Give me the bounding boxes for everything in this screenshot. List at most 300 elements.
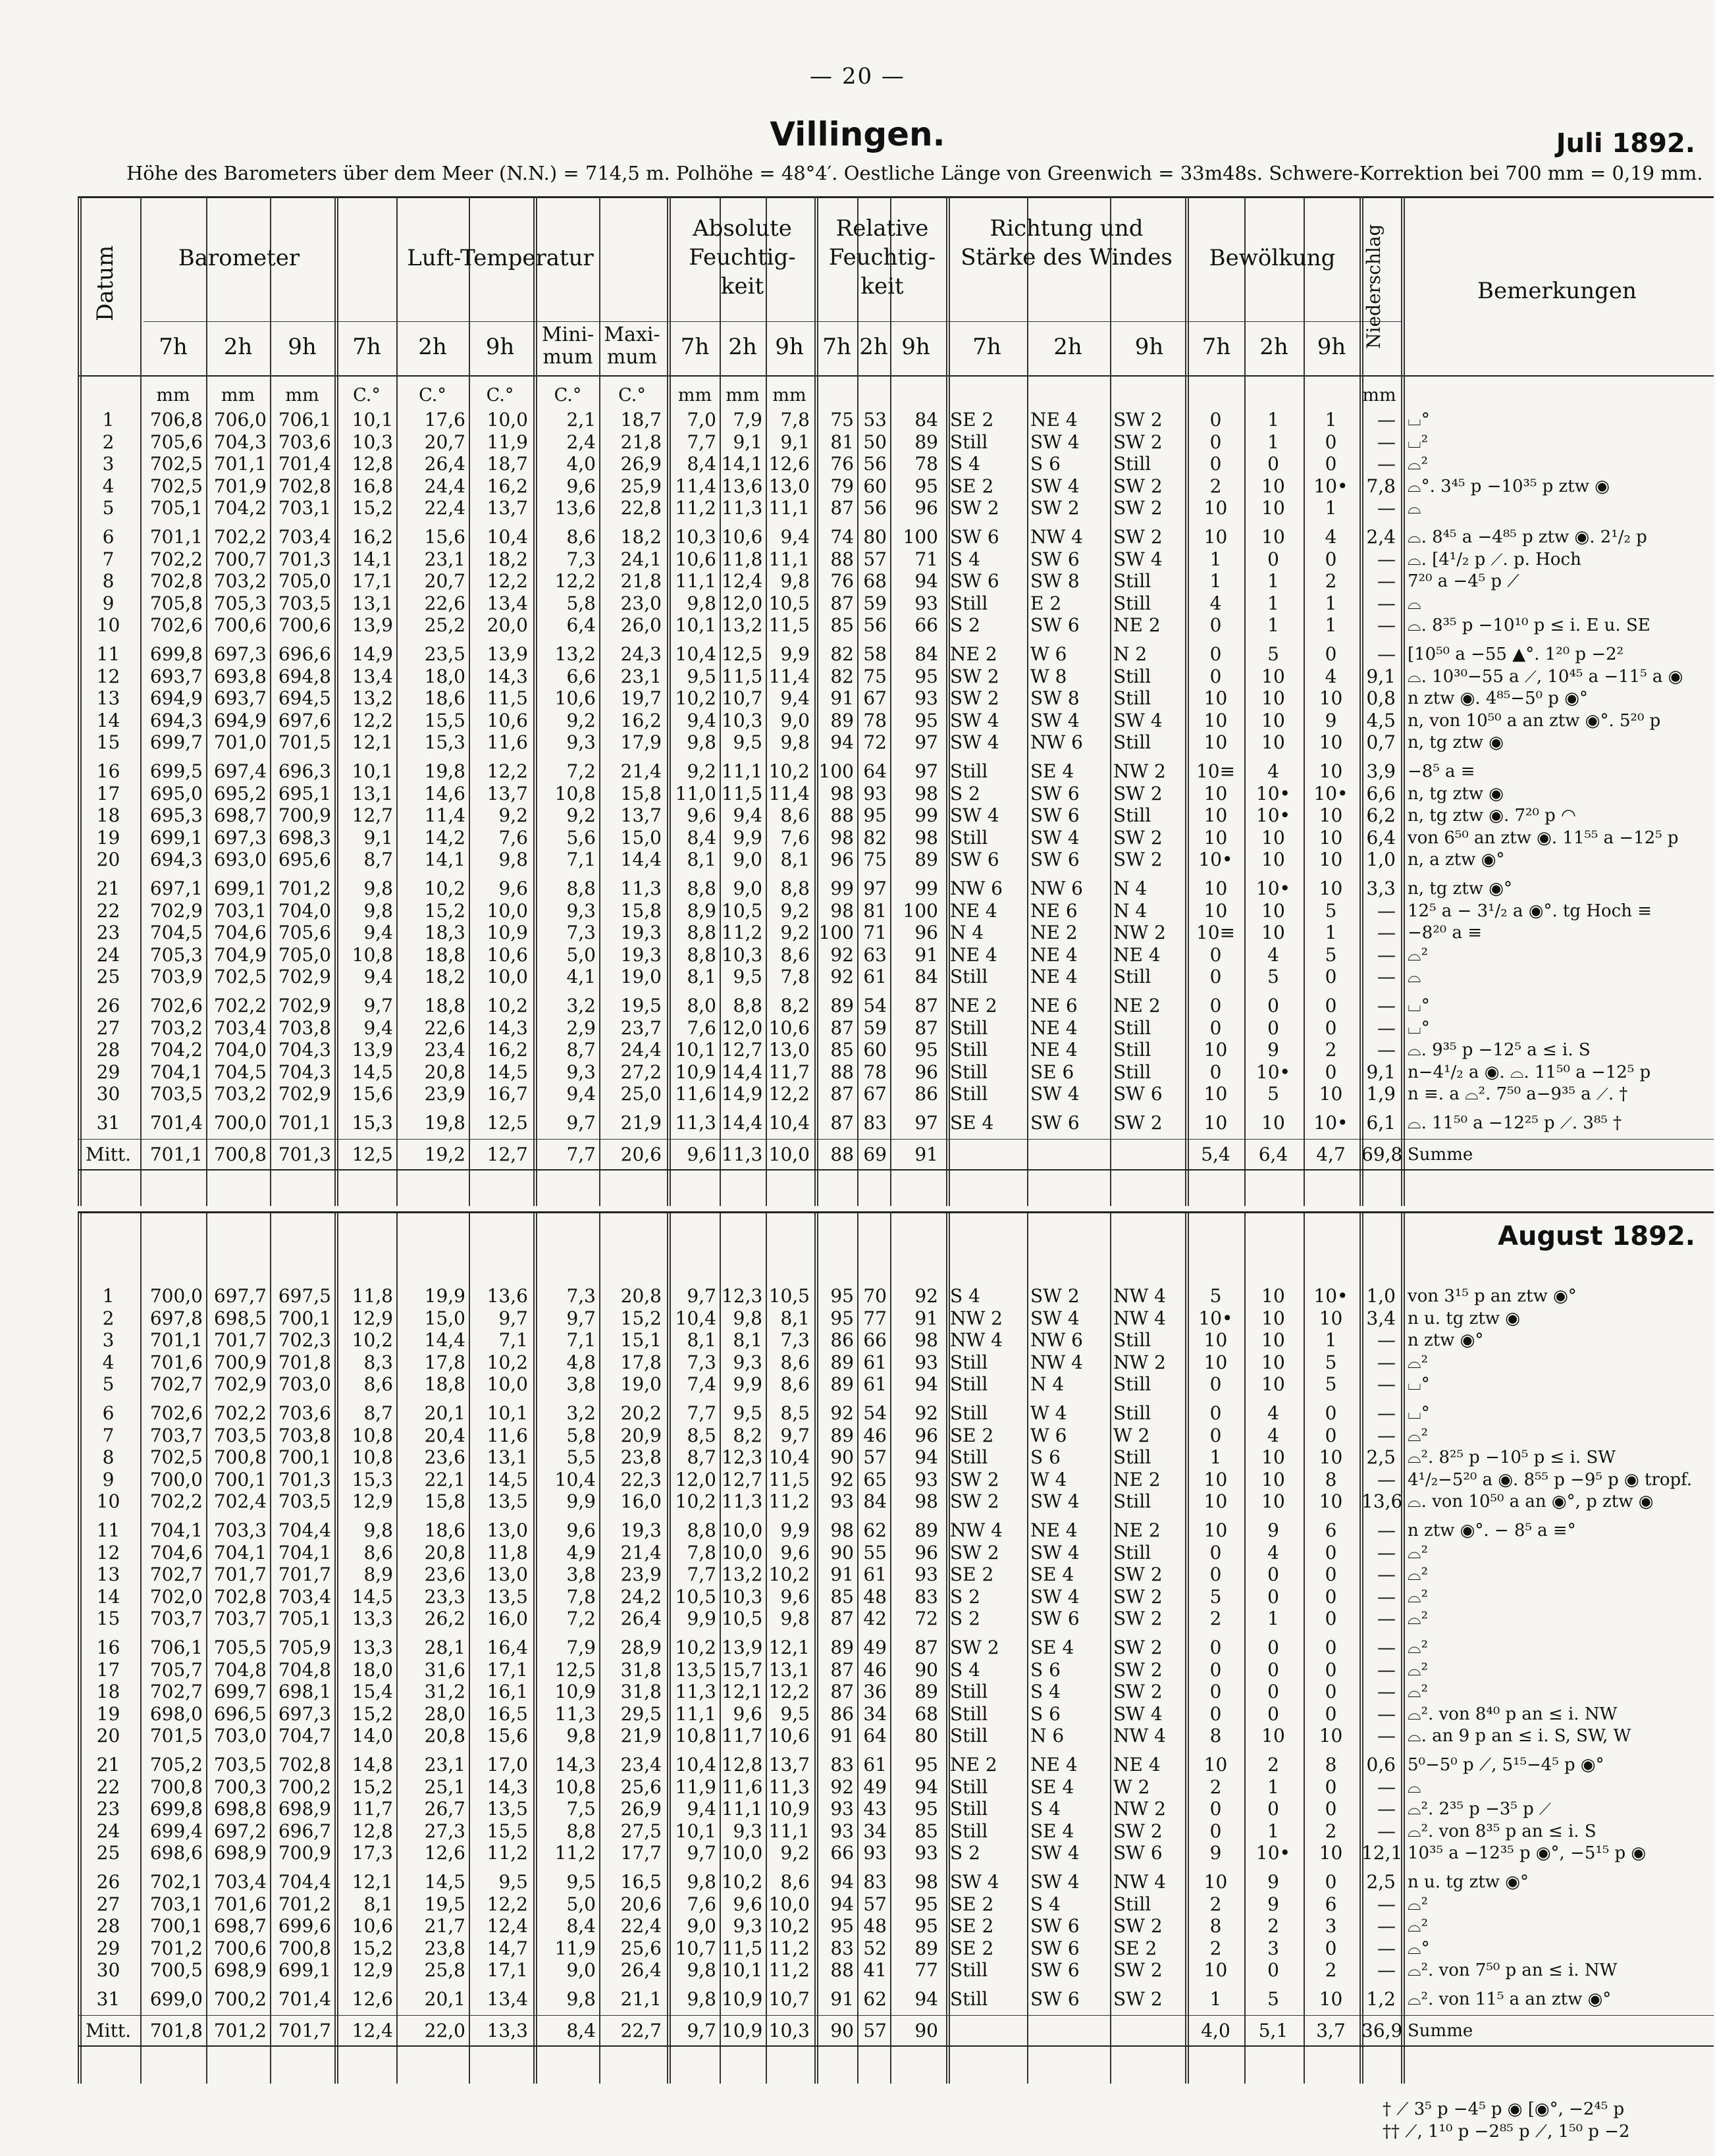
cell-cloud-9: 6	[1325, 1893, 1337, 1915]
cell-wind-7: Still	[950, 1351, 988, 1373]
cell-cloud-9: 1	[1325, 409, 1337, 431]
cell-temp-2: 26,7	[424, 1798, 465, 1820]
cell-baro-7: 702,7	[149, 1373, 203, 1396]
cell-temp-9: 14,5	[487, 1061, 528, 1083]
cell-temp-2: 23,9	[424, 1083, 465, 1105]
cell-baro-7: 695,3	[149, 804, 203, 827]
cell-datum: 20	[96, 849, 120, 871]
cell-abs-2: 13,2	[722, 1564, 763, 1586]
cell-abs-7: 8,5	[687, 1424, 716, 1446]
cell-rel-2: 78	[863, 1061, 887, 1083]
cell-temp-9: 11,6	[487, 1424, 528, 1446]
mittel-baro-2: 700,8	[213, 1144, 267, 1165]
cell-rel-2: 57	[863, 548, 887, 570]
cell-precip: —	[1377, 1681, 1396, 1703]
cell-datum: 21	[96, 1754, 120, 1775]
cell-temp-min: 3,2	[566, 1402, 596, 1424]
cell-rel-9: 96	[914, 1061, 938, 1083]
cell-cloud-2: 1	[1267, 592, 1279, 614]
cell-abs-2: 11,1	[722, 760, 763, 782]
cell-baro-2: 702,5	[213, 966, 267, 988]
cell-cloud-9: 0	[1325, 548, 1337, 570]
cell-precip: —	[1377, 1468, 1396, 1490]
cell-abs-7: 8,7	[687, 1446, 716, 1469]
cell-abs-2: 11,6	[722, 1775, 763, 1798]
cell-rel-2: 48	[863, 1585, 887, 1608]
cell-rel-2: 82	[863, 826, 887, 849]
cell-datum: 13	[96, 687, 120, 710]
cell-baro-2: 703,2	[213, 1083, 267, 1105]
cell-precip: —	[1377, 453, 1396, 475]
cell-temp-7: 12,8	[352, 1820, 393, 1842]
cell-baro-9: 705,9	[278, 1637, 331, 1658]
cell-abs-9: 9,5	[780, 1702, 810, 1725]
cell-baro-9: 699,6	[278, 1915, 331, 1937]
cell-cloud-9: 0	[1325, 1798, 1337, 1820]
cell-baro-9: 700,1	[278, 1446, 331, 1469]
cell-abs-2: 9,9	[733, 826, 762, 849]
cell-rel-2: 55	[863, 1541, 887, 1564]
cell-wind-2: NE 4	[1030, 1519, 1078, 1541]
cell-wind-9: Still	[1113, 592, 1151, 614]
cell-temp-9: 13,4	[487, 1988, 528, 2010]
cell-rel-7: 75	[830, 409, 854, 431]
cell-cloud-7: 10	[1203, 526, 1228, 548]
cell-cloud-7: 10	[1203, 1083, 1228, 1105]
cell-temp-2: 20,7	[424, 570, 465, 592]
cell-temp-9: 13,0	[487, 1519, 528, 1541]
cell-temp-min: 8,6	[566, 526, 596, 548]
cell-temp-2: 14,6	[424, 782, 465, 804]
cell-rel-9: 91	[914, 943, 938, 966]
cell-baro-7: 702,6	[149, 1402, 203, 1424]
cell-baro-2: 697,3	[213, 643, 267, 665]
cell-rel-9: 95	[914, 1893, 938, 1915]
mittel-cloud-2: 6,4	[1258, 1144, 1288, 1165]
cell-abs-7: 8,1	[687, 966, 716, 988]
cell-cloud-9: 5	[1325, 1373, 1337, 1396]
mittel-rel-2: 69	[863, 1144, 887, 1165]
unit-label: C.°	[486, 385, 514, 406]
cell-temp-min: 9,5	[566, 1871, 596, 1893]
cell-cloud-9: 5	[1325, 899, 1337, 922]
cell-remarks: ⌓²	[1408, 1609, 1428, 1629]
cell-wind-9: Still	[1113, 665, 1151, 687]
cell-wind-7: Still	[950, 431, 988, 453]
cell-rel-7: 94	[830, 1893, 854, 1915]
cell-cloud-7: 8	[1209, 1915, 1222, 1937]
cell-rel-7: 100	[818, 760, 854, 782]
cell-baro-9: 705,1	[278, 1608, 331, 1630]
cell-temp-7: 8,6	[363, 1373, 393, 1396]
cell-rel-7: 89	[830, 1373, 854, 1396]
cell-cloud-9: 0	[1325, 1775, 1337, 1798]
cell-temp-2: 23,5	[424, 643, 465, 665]
cell-rel-2: 80	[863, 526, 887, 548]
cell-baro-2: 706,0	[213, 409, 267, 431]
cell-temp-2: 18,8	[424, 995, 465, 1016]
cell-temp-7: 13,3	[352, 1637, 393, 1658]
cell-rel-2: 67	[863, 1083, 887, 1105]
cell-cloud-2: 10	[1261, 826, 1285, 849]
column-rule	[334, 1211, 338, 2084]
mittel-rel-2: 57	[863, 2020, 887, 2041]
cell-remarks: n ztw ◉°	[1408, 1330, 1484, 1351]
cell-temp-min: 3,8	[566, 1373, 596, 1396]
cell-remarks: ⌓. 9³⁵ p −12⁵ a ≤ i. S	[1408, 1040, 1591, 1061]
cell-temp-min: 2,9	[566, 1016, 596, 1039]
cell-cloud-9: 0	[1325, 1608, 1337, 1630]
cell-baro-7: 703,5	[149, 1083, 203, 1105]
cell-cloud-9: 1	[1325, 614, 1337, 637]
cell-datum: 19	[96, 1702, 120, 1725]
cell-temp-min: 7,3	[566, 922, 596, 944]
mittel-temp-9: 13,3	[487, 2020, 528, 2041]
cell-wind-2: NE 2	[1030, 922, 1078, 944]
cell-wind-2: SE 4	[1030, 1637, 1074, 1658]
cell-temp-7: 9,8	[363, 899, 393, 922]
cell-wind-9: NW 2	[1113, 760, 1166, 782]
subheader-h7: 7h	[1201, 334, 1231, 360]
cell-abs-9: 9,0	[780, 709, 810, 731]
cell-abs-9: 7,8	[780, 966, 810, 988]
cell-baro-7: 698,0	[149, 1702, 203, 1725]
cell-abs-7: 9,8	[687, 731, 716, 754]
cell-cloud-9: 10	[1319, 687, 1343, 710]
cell-wind-9: NW 4	[1113, 1871, 1166, 1893]
cell-temp-9: 11,2	[487, 1842, 528, 1864]
cell-remarks: ⌓. [4¹/₂ p ⟋. p. Hoch	[1408, 549, 1581, 569]
cell-abs-7: 9,0	[687, 1915, 716, 1937]
cell-wind-9: Still	[1113, 1329, 1151, 1352]
cell-temp-9: 13,7	[487, 497, 528, 519]
cell-baro-7: 702,6	[149, 995, 203, 1016]
cell-abs-2: 10,6	[722, 526, 763, 548]
cell-abs-9: 9,2	[780, 899, 810, 922]
cell-wind-7: NW 2	[950, 1307, 1003, 1329]
cell-temp-max: 18,7	[620, 409, 662, 431]
cell-temp-min: 11,2	[554, 1842, 596, 1864]
cell-baro-2: 694,9	[213, 709, 267, 731]
cell-baro-9: 700,8	[278, 1937, 331, 1959]
column-rule	[1401, 1211, 1405, 2084]
unit-label: mm	[1362, 385, 1396, 406]
cell-cloud-2: 10	[1261, 665, 1285, 687]
cell-baro-2: 701,7	[213, 1329, 267, 1352]
cell-wind-2: SW 4	[1030, 1585, 1080, 1608]
cell-wind-2: SE 4	[1030, 760, 1074, 782]
cell-temp-min: 9,3	[566, 899, 596, 922]
cell-baro-7: 699,8	[149, 1798, 203, 1820]
august-top-border	[78, 1211, 1714, 1213]
cell-abs-7: 8,1	[687, 1329, 716, 1352]
cell-temp-7: 12,6	[352, 1988, 393, 2010]
cell-rel-7: 87	[830, 1681, 854, 1703]
cell-precip: —	[1377, 592, 1396, 614]
cell-baro-2: 703,1	[213, 899, 267, 922]
cell-temp-max: 26,9	[620, 453, 662, 475]
cell-abs-7: 9,6	[687, 804, 716, 827]
cell-temp-9: 12,2	[487, 1893, 528, 1915]
cell-baro-9: 703,4	[278, 1585, 331, 1608]
cell-temp-2: 24,4	[424, 475, 465, 497]
cell-rel-2: 60	[863, 1039, 887, 1061]
cell-temp-9: 14,7	[487, 1937, 528, 1959]
cell-rel-7: 76	[830, 453, 854, 475]
cell-temp-max: 20,9	[620, 1424, 662, 1446]
cell-baro-9: 703,5	[278, 1490, 331, 1513]
cell-cloud-2: 9	[1267, 1039, 1279, 1061]
cell-datum: 18	[96, 1681, 120, 1703]
cell-temp-9: 10,0	[487, 409, 528, 431]
cell-abs-9: 9,8	[780, 731, 810, 754]
cell-temp-7: 10,8	[352, 1446, 393, 1469]
cell-baro-7: 699,8	[149, 643, 203, 665]
cell-remarks: ⌓	[1408, 1777, 1421, 1797]
cell-temp-7: 15,2	[352, 497, 393, 519]
cell-rel-7: 98	[830, 1519, 854, 1541]
cell-remarks: 4¹/₂−5²⁰ a ◉. 8⁵⁵ p −9⁵ p ◉ tropf.	[1408, 1469, 1693, 1490]
cell-remarks: n, tg ztw ◉	[1408, 783, 1504, 804]
cell-temp-min: 9,3	[566, 731, 596, 754]
cell-cloud-2: 2	[1267, 1915, 1279, 1937]
cell-cloud-7: 9	[1209, 1842, 1222, 1864]
cell-wind-7: SW 2	[950, 687, 999, 710]
cell-cloud-9: 0	[1325, 1658, 1337, 1681]
cell-temp-min: 8,8	[566, 878, 596, 899]
cell-cloud-2: 0	[1267, 1564, 1279, 1586]
cell-baro-7: 701,4	[149, 1112, 203, 1134]
cell-rel-9: 86	[914, 1083, 938, 1105]
cell-wind-9: Still	[1113, 570, 1151, 592]
cell-baro-2: 699,7	[213, 1681, 267, 1703]
barometer-header: Barometer	[178, 245, 300, 271]
cell-remarks: n u. tg ztw ◉°	[1408, 1872, 1529, 1892]
cell-datum: 9	[102, 592, 115, 614]
subheader-h2: 2h	[1259, 334, 1288, 360]
cell-datum: 22	[96, 1775, 120, 1798]
cell-baro-9: 700,9	[278, 1842, 331, 1864]
cell-wind-2: SW 6	[1030, 1112, 1080, 1134]
datum-header: Datum	[92, 245, 119, 321]
cell-remarks: n ztw ◉. 4⁸⁵−5⁰ p ◉°	[1408, 689, 1588, 709]
cell-baro-2: 704,3	[213, 431, 267, 453]
cell-precip: 12,1	[1361, 1842, 1403, 1864]
cell-remarks: ⌴°	[1408, 996, 1430, 1016]
cell-cloud-9: 0	[1325, 1564, 1337, 1586]
cell-baro-7: 702,5	[149, 453, 203, 475]
cell-abs-9: 10,4	[768, 1446, 810, 1469]
cell-temp-2: 26,4	[424, 453, 465, 475]
cell-temp-max: 17,9	[620, 731, 662, 754]
cell-temp-min: 13,6	[554, 497, 596, 519]
cell-abs-9: 11,1	[768, 497, 810, 519]
cell-abs-7: 7,7	[687, 1402, 716, 1424]
cell-temp-9: 9,7	[498, 1307, 528, 1329]
mittel-baro-7: 701,1	[149, 1144, 203, 1165]
header-subrule	[144, 321, 1401, 322]
cell-datum: 27	[96, 1893, 120, 1915]
cell-precip: —	[1377, 1775, 1396, 1798]
cell-temp-7: 10,6	[352, 1915, 393, 1937]
cell-wind-7: Still	[950, 1681, 988, 1703]
cell-temp-9: 16,7	[487, 1083, 528, 1105]
cell-temp-max: 27,5	[620, 1820, 662, 1842]
cell-baro-7: 702,9	[149, 899, 203, 922]
cell-temp-min: 10,4	[554, 1468, 596, 1490]
cell-temp-max: 31,8	[620, 1658, 662, 1681]
cell-cloud-2: 10	[1261, 709, 1285, 731]
footer-note-1: † ⟋ 3⁵ p −4⁵ p ◉ [◉°, −2⁴⁵ p	[1383, 2099, 1625, 2119]
mittel-abs-7: 9,6	[687, 1144, 716, 1165]
cell-baro-2: 698,9	[213, 1959, 267, 1982]
cell-baro-2: 700,1	[213, 1468, 267, 1490]
cell-wind-7: Still	[950, 1702, 988, 1725]
cell-abs-9: 9,8	[780, 1608, 810, 1630]
cell-baro-7: 702,6	[149, 614, 203, 637]
cell-temp-max: 15,0	[620, 826, 662, 849]
cell-baro-9: 702,8	[278, 1754, 331, 1775]
cell-wind-9: NW 2	[1113, 922, 1166, 944]
cell-cloud-2: 0	[1267, 1637, 1279, 1658]
cell-baro-2: 700,8	[213, 1446, 267, 1469]
cell-datum: 9	[102, 1468, 115, 1490]
cell-remarks: ⌓. 8³⁵ p −10¹⁰ p ≤ i. E u. SE	[1408, 616, 1650, 636]
cell-remarks: ⌓²	[1408, 1542, 1428, 1563]
cell-rel-9: 95	[914, 1754, 938, 1775]
cell-wind-9: NE 2	[1113, 995, 1161, 1016]
cell-baro-7: 699,4	[149, 1820, 203, 1842]
cell-abs-2: 9,1	[733, 431, 762, 453]
cell-abs-9: 9,4	[780, 687, 810, 710]
cell-cloud-2: 4	[1267, 1402, 1279, 1424]
cell-cloud-2: 9	[1267, 1893, 1279, 1915]
cell-datum: 30	[96, 1959, 120, 1982]
cell-abs-2: 10,9	[722, 1988, 763, 2010]
cell-temp-2: 14,1	[424, 849, 465, 871]
cell-abs-2: 11,8	[722, 548, 763, 570]
cell-rel-2: 34	[863, 1702, 887, 1725]
subheader-h7: 7h	[159, 334, 188, 360]
cell-abs-7: 7,4	[687, 1373, 716, 1396]
cell-precip: 0,8	[1366, 687, 1396, 710]
cell-wind-7: SE 2	[950, 1564, 994, 1586]
cell-wind-2: SW 6	[1030, 804, 1080, 827]
cell-wind-7: SW 6	[950, 526, 999, 548]
cell-abs-2: 11,5	[722, 782, 763, 804]
cell-rel-9: 95	[914, 665, 938, 687]
cell-baro-9: 700,6	[278, 614, 331, 637]
cell-temp-7: 8,7	[363, 1402, 393, 1424]
cell-rel-2: 78	[863, 709, 887, 731]
cell-wind-9: W 2	[1113, 1775, 1150, 1798]
cell-wind-7: SW 2	[950, 1541, 999, 1564]
cell-baro-2: 702,2	[213, 1402, 267, 1424]
cell-wind-7: NE 2	[950, 995, 997, 1016]
cell-abs-9: 13,7	[768, 1754, 810, 1775]
cell-abs-7: 8,9	[687, 899, 716, 922]
cell-baro-9: 703,8	[278, 1016, 331, 1039]
cell-wind-7: SE 4	[950, 1112, 994, 1134]
cell-remarks: 12⁵ a − 3¹/₂ a ◉°. tg Hoch ≡	[1408, 901, 1652, 921]
cell-remarks: ⌓²	[1408, 454, 1428, 475]
cell-abs-2: 9,3	[733, 1351, 762, 1373]
cell-rel-9: 87	[914, 1016, 938, 1039]
cell-wind-2: W 4	[1030, 1402, 1067, 1424]
cell-wind-9: NE 4	[1113, 943, 1161, 966]
cell-remarks: ⌓². von 11⁵ a an ztw ◉°	[1408, 1989, 1612, 2009]
cell-baro-7: 702,7	[149, 1564, 203, 1586]
cell-baro-2: 700,0	[213, 1112, 267, 1134]
cell-remarks: ⌓°	[1408, 1938, 1430, 1959]
cell-cloud-2: 0	[1267, 1702, 1279, 1725]
cell-baro-9: 701,4	[278, 1988, 331, 2010]
cell-cloud-7: 10	[1203, 826, 1228, 849]
cell-temp-9: 12,2	[487, 760, 528, 782]
cell-precip: 9,1	[1366, 665, 1396, 687]
cell-wind-2: SW 6	[1030, 1988, 1080, 2010]
cell-precip: —	[1377, 1893, 1396, 1915]
cell-wind-2: S 6	[1030, 1702, 1061, 1725]
cell-temp-max: 24,2	[620, 1585, 662, 1608]
cell-baro-9: 700,1	[278, 1307, 331, 1329]
cell-remarks: ⌓	[1408, 498, 1421, 519]
mittel-temp-2: 22,0	[424, 2020, 465, 2041]
cell-temp-2: 21,7	[424, 1915, 465, 1937]
cell-cloud-7: 4	[1209, 592, 1222, 614]
cell-baro-9: 698,1	[278, 1681, 331, 1703]
cell-rel-2: 59	[863, 1016, 887, 1039]
column-rule	[1185, 1211, 1189, 2084]
cell-rel-7: 92	[830, 966, 854, 988]
cell-remarks: n, von 10⁵⁰ a an ztw ◉°. 5²⁰ p	[1408, 710, 1661, 731]
cell-temp-7: 16,2	[352, 526, 393, 548]
cell-wind-2: S 6	[1030, 1446, 1061, 1469]
cell-cloud-2: 5	[1267, 966, 1279, 988]
cell-temp-min: 4,9	[566, 1541, 596, 1564]
cell-temp-max: 26,9	[620, 1798, 662, 1820]
cell-remarks: ⌴°	[1408, 410, 1430, 430]
subheader-h7: 7h	[680, 334, 710, 360]
cell-wind-7: Still	[950, 1798, 988, 1820]
mittel-abs-9: 10,3	[768, 2020, 810, 2041]
cell-precip: —	[1377, 1424, 1396, 1446]
cell-datum: 25	[96, 1842, 120, 1864]
cell-wind-7: S 2	[950, 1585, 980, 1608]
cell-cloud-9: 10	[1319, 1988, 1343, 2010]
cell-abs-9: 12,2	[768, 1083, 810, 1105]
cell-wind-9: W 2	[1113, 1424, 1150, 1446]
cell-temp-max: 24,1	[620, 548, 662, 570]
cell-abs-9: 8,2	[780, 995, 810, 1016]
cell-rel-9: 93	[914, 687, 938, 710]
cell-abs-9: 10,6	[768, 1725, 810, 1747]
cell-cloud-9: 0	[1325, 1016, 1337, 1039]
cell-baro-9: 700,9	[278, 804, 331, 827]
cell-cloud-2: 10	[1261, 1351, 1285, 1373]
cell-baro-9: 694,5	[278, 687, 331, 710]
cell-wind-2: SW 6	[1030, 614, 1080, 637]
cell-abs-2: 12,7	[722, 1039, 763, 1061]
cell-datum: 12	[96, 665, 120, 687]
cell-cloud-7: 0	[1209, 1798, 1222, 1820]
cell-rel-9: 84	[914, 409, 938, 431]
cell-cloud-9: 1	[1325, 497, 1337, 519]
cell-abs-7: 10,3	[675, 526, 716, 548]
cell-temp-7: 18,0	[352, 1658, 393, 1681]
cell-temp-7: 9,4	[363, 1016, 393, 1039]
cell-cloud-2: 4	[1267, 1424, 1279, 1446]
